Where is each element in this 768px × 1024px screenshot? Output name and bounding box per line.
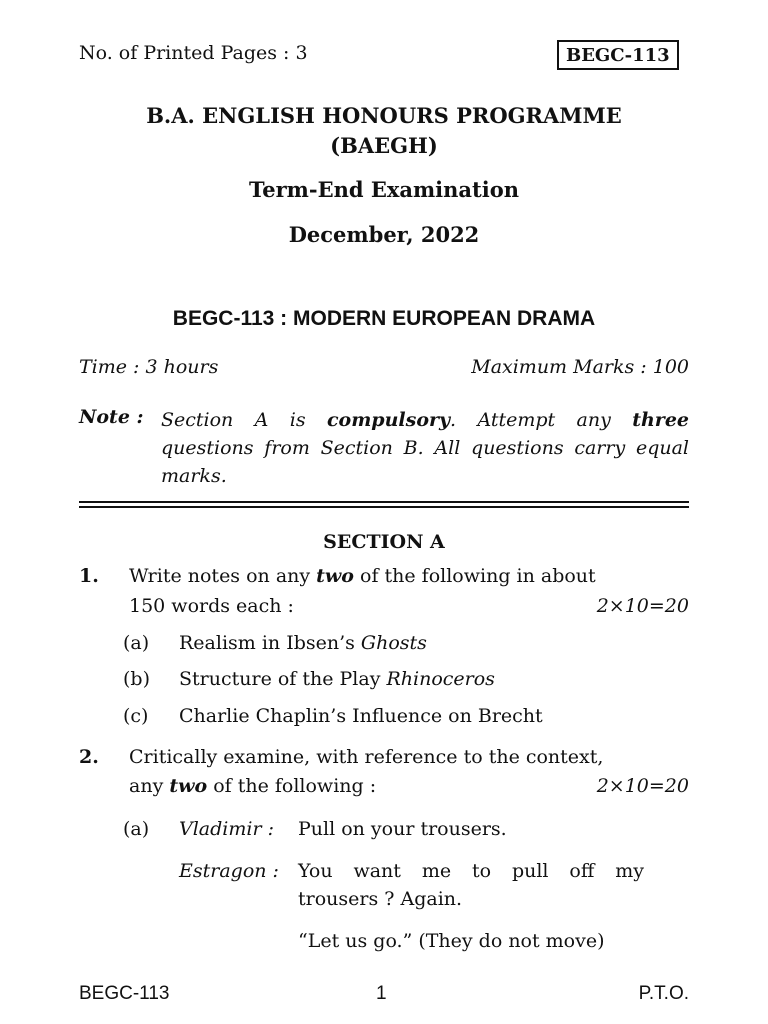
exam-title: Term-End Examination — [248, 177, 519, 202]
section-a-heading: SECTION A — [323, 531, 445, 553]
maximum-marks: Maximum Marks : 100 — [471, 356, 689, 378]
divider-top — [79, 501, 689, 503]
programme-abbrev: (BAEGH) — [330, 133, 438, 158]
q2-part-label: (a) — [123, 818, 150, 840]
dialogue-line: Pull on your trousers. — [298, 818, 507, 840]
exam-date: December, 2022 — [288, 222, 480, 247]
q1-item-text: Realism in Ibsen’s Ghosts — [179, 632, 427, 654]
question-2-number: 2. — [79, 746, 99, 768]
q1-item-label: (b) — [123, 668, 150, 690]
divider-bottom — [79, 506, 689, 508]
question-2-line2: any two of the following : — [129, 775, 377, 797]
q1-item-label: (c) — [123, 705, 149, 727]
question-1-line1: Write notes on any two of the following in about — [129, 565, 596, 587]
footer-code: BEGC-113 — [79, 983, 170, 1004]
note-label: Note : — [79, 406, 144, 428]
q1-item-label: (a) — [123, 632, 150, 654]
dialogue-line: You want me to pull off my — [298, 860, 644, 882]
q1-item-text: Charlie Chaplin’s Influence on Brecht — [179, 705, 543, 727]
note-text: Section A is compulsory. Attempt any three questions from Section B. All questions carry equal marks. — [161, 409, 689, 487]
paper-code-box: BEGC-113 — [557, 40, 679, 70]
course-title: BEGC-113 : MODERN EUROPEAN DRAMA — [172, 307, 596, 330]
q1-item-text: Structure of the Play Rhinoceros — [179, 668, 495, 690]
question-2-line1: Critically examine, with reference to the context, — [129, 746, 604, 768]
printed-pages: No. of Printed Pages : 3 — [79, 42, 308, 64]
dialogue-line: “Let us go.” (They do not move) — [298, 930, 605, 952]
question-1-line2: 150 words each : — [129, 595, 294, 617]
page-number: 1 — [376, 983, 387, 1004]
speaker-estragon: Estragon : — [179, 860, 279, 882]
dialogue-line: trousers ? Again. — [298, 888, 463, 910]
time-allowed: Time : 3 hours — [79, 356, 219, 378]
question-1-marks: 2×10=20 — [596, 595, 689, 617]
speaker-vladimir: Vladimir : — [179, 818, 274, 840]
question-1-number: 1. — [79, 565, 99, 587]
question-2-marks: 2×10=20 — [596, 775, 689, 797]
pto: P.T.O. — [638, 983, 689, 1004]
programme-title: B.A. ENGLISH HONOURS PROGRAMME — [146, 103, 622, 128]
